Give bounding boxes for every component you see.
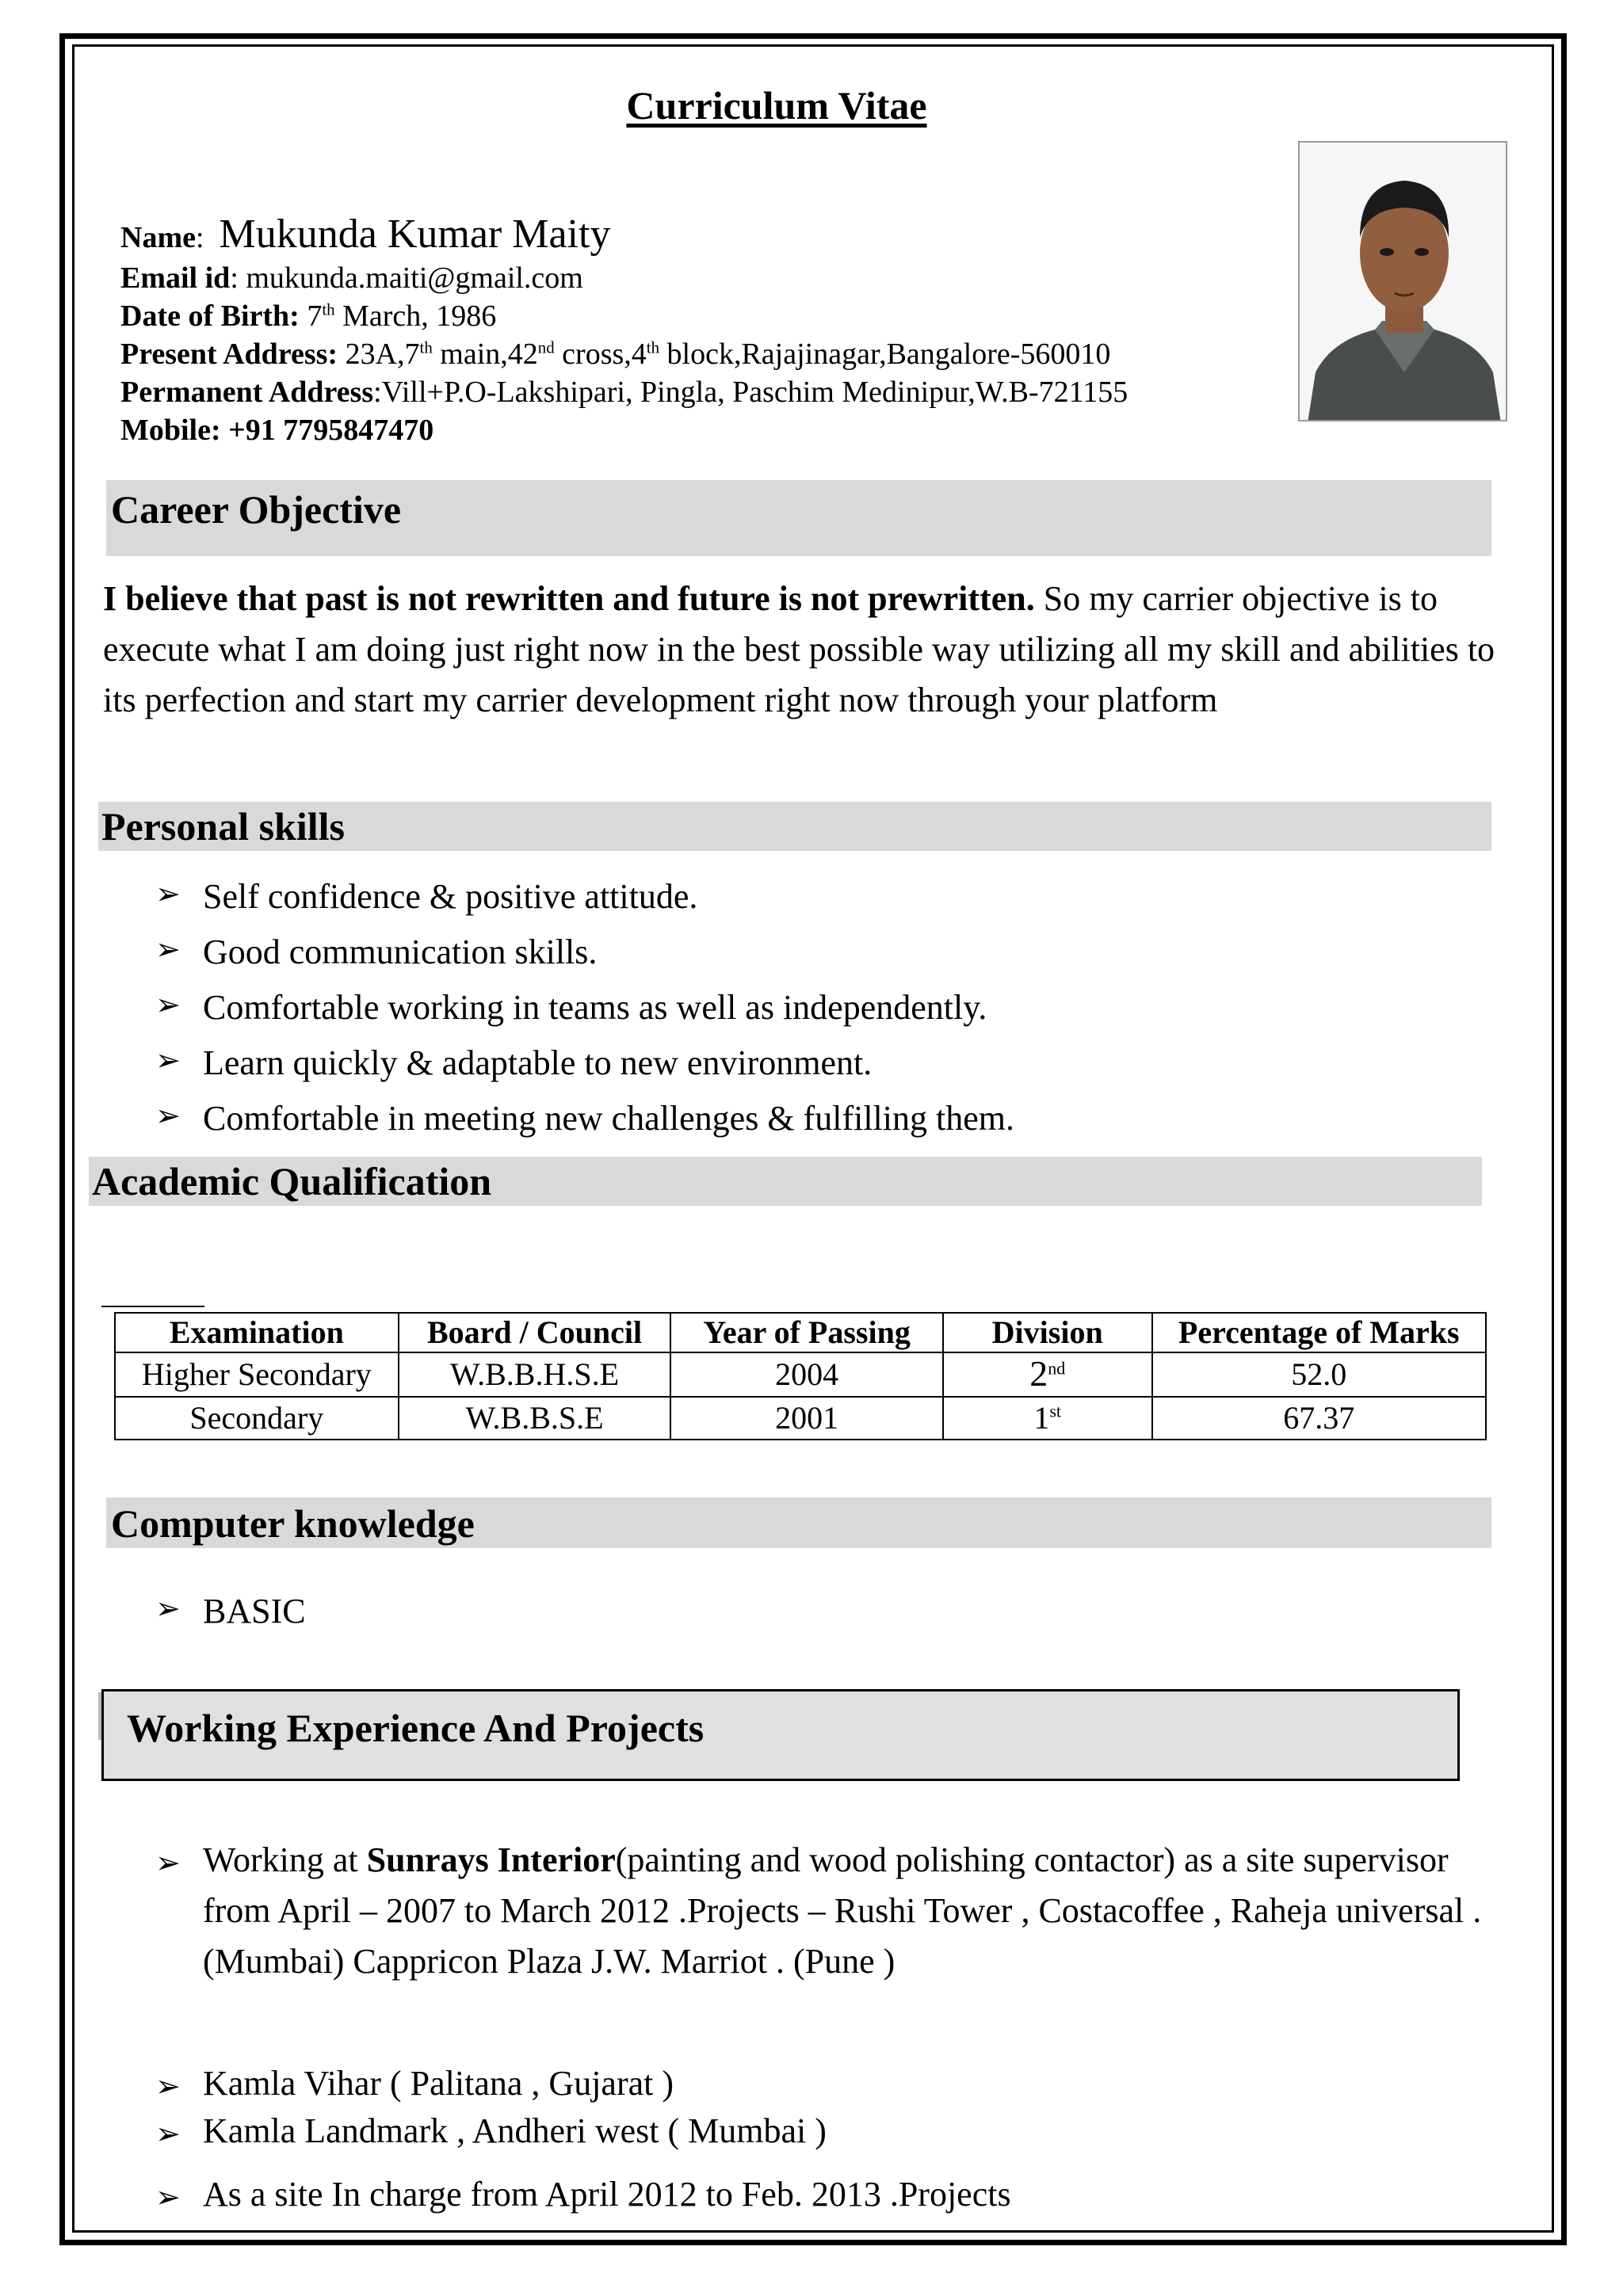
mobile-label: Mobile: <box>120 414 221 447</box>
mobile-value: +91 7795847470 <box>228 414 434 447</box>
arrow-bullet-icon: ➢ <box>155 1592 181 1626</box>
computer-skill-text: BASIC <box>203 1592 306 1630</box>
arrow-bullet-icon: ➢ <box>155 2118 181 2151</box>
career-objective-bold: I believe that past is not rewritten and future is not prewritten. <box>103 579 1035 618</box>
present-address-part: cross,4 <box>562 338 647 371</box>
present-address-sup: th <box>646 338 660 357</box>
arrow-bullet-icon: ➢ <box>155 2181 181 2214</box>
present-address-sup: nd <box>537 338 555 357</box>
table-cell: Secondary <box>115 1397 399 1440</box>
table-header: Year of Passing <box>670 1313 942 1352</box>
table-cell: W.B.B.H.S.E <box>399 1352 671 1397</box>
table-cell <box>943 1397 1152 1440</box>
email-label: Email id <box>120 261 231 295</box>
skill-text: Self confidence & positive attitude. <box>203 877 698 916</box>
skill-text: Learn quickly & adaptable to new environment. <box>203 1043 873 1082</box>
dob-rest: March, 1986 <box>342 299 497 333</box>
experience-heading: Working Experience And Projects <box>127 1706 705 1750</box>
personal-skills-heading: Personal skills <box>101 804 345 849</box>
permanent-address-line <box>120 377 1128 407</box>
present-address-part: block,Rajajinagar,Bangalore-560010 <box>666 338 1111 371</box>
experience-text-part: (painting and wood polishing contactor) as a site supervisor from April – 2007 to March 2012 .Projects – Rushi Tower , Costacoffee , Raheja universal .(Mumbai) Cappricon Plaza J.W. Marriot . (Pune ) <box>203 1840 1482 1981</box>
experience-text: Kamla Vihar ( Palitana , Gujarat ) <box>203 2064 674 2103</box>
division-value: 2 <box>1029 1353 1048 1394</box>
email-line: Email id: mukunda.maiti@gmail.com <box>120 261 583 295</box>
table-cell: W.B.B.S.E <box>399 1397 671 1440</box>
experience-text: Kamla Landmark , Andheri west ( Mumbai ) <box>203 2111 827 2150</box>
skill-text: Comfortable working in teams as well as independently. <box>203 988 987 1027</box>
table-cell: 67.37 <box>1152 1397 1486 1440</box>
permanent-address-value: :Vill+P.O-Lakshipari, Pingla, Paschim Medinipur,W.B-721155 <box>373 376 1128 409</box>
arrow-bullet-icon: ➢ <box>155 1044 181 1077</box>
permanent-address-label: Permanent Address <box>120 376 374 409</box>
table-row <box>115 1352 1486 1397</box>
list-item <box>155 2106 1487 2157</box>
present-address-part: 23A,7 <box>345 338 420 371</box>
division-value: 1 <box>1033 1400 1050 1436</box>
table-cell: Higher Secondary <box>115 1352 399 1397</box>
division-sup: st <box>1049 1401 1062 1421</box>
skill-text: Good communication skills. <box>203 933 598 971</box>
experience-text: As a site In charge from April 2012 to Feb. 2013 .Projects <box>203 2175 1011 2214</box>
table-header: Examination <box>115 1313 399 1352</box>
arrow-bullet-icon: ➢ <box>155 989 181 1022</box>
document-title: Curriculum Vitae <box>626 83 927 128</box>
career-objective-heading: Career Objective <box>111 487 402 532</box>
table-header-row <box>115 1313 1486 1352</box>
candidate-name: Mukunda Kumar Maity <box>219 212 611 257</box>
table-cell <box>943 1352 1152 1397</box>
present-address-part: main,42 <box>440 338 538 371</box>
table-cell: 2004 <box>670 1352 942 1397</box>
arrow-bullet-icon: ➢ <box>155 1847 181 1880</box>
table-cell: 52.0 <box>1152 1352 1486 1397</box>
present-address-line <box>120 339 1110 369</box>
present-address-label: Present Address: <box>120 338 338 371</box>
arrow-bullet-icon: ➢ <box>155 933 181 967</box>
name-label: Name <box>120 221 196 254</box>
dob-label: Date of Birth: <box>120 299 300 333</box>
list-item <box>155 2169 1487 2220</box>
divider <box>101 1306 204 1307</box>
academic-heading: Academic Qualification <box>92 1159 492 1203</box>
dob-line <box>120 301 496 331</box>
table-header: Percentage of Marks <box>1152 1313 1486 1352</box>
academic-table <box>114 1312 1487 1440</box>
email-value: mukunda.maiti@gmail.com <box>246 261 583 295</box>
skill-text: Comfortable in meeting new challenges & fulfilling them. <box>203 1099 1014 1138</box>
arrow-bullet-icon: ➢ <box>155 1100 181 1133</box>
company-name: Sunrays Interior <box>366 1840 616 1879</box>
dob-day: 7 <box>307 299 323 333</box>
list-item <box>155 2058 1487 2109</box>
table-row <box>115 1397 1486 1440</box>
name-line: Name: Mukunda Kumar Maity <box>120 212 611 257</box>
arrow-bullet-icon: ➢ <box>155 2070 181 2103</box>
computer-knowledge-heading: Computer knowledge <box>111 1501 475 1546</box>
table-header: Division <box>943 1313 1152 1352</box>
present-address-sup: th <box>419 338 433 357</box>
experience-text-part: Working at <box>203 1840 367 1879</box>
career-objective-text <box>103 574 1498 726</box>
person-photo-icon <box>1300 143 1507 421</box>
career-objective-rest: So my carrier objective is to execute what I am doing just right now in the best possible way utilizing all my skill and abilities to its perfection and start my carrier development right now through your platform <box>103 579 1495 719</box>
experience-text <box>203 1835 1487 1987</box>
list-item <box>155 1835 1487 1987</box>
division-sup: nd <box>1048 1358 1066 1379</box>
profile-photo <box>1298 141 1507 421</box>
table-cell: 2001 <box>670 1397 942 1440</box>
dob-sup: th <box>322 299 335 319</box>
arrow-bullet-icon: ➢ <box>155 878 181 911</box>
mobile-line <box>120 415 433 445</box>
table-header: Board / Council <box>399 1313 671 1352</box>
